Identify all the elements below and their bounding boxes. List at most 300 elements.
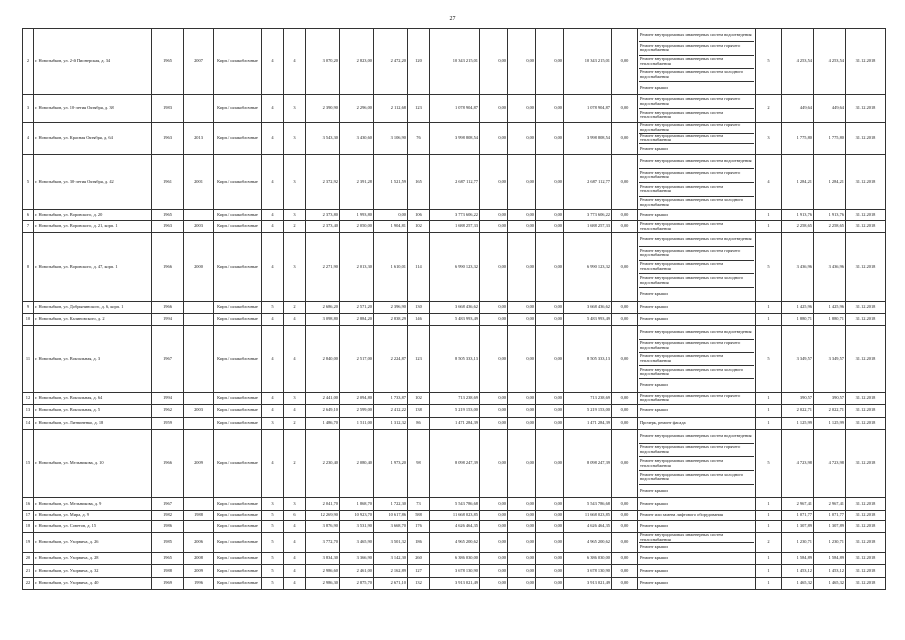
cell-fund-regional: 0,00 [508,314,536,326]
cell-owned-area: 1 610,01 [374,233,408,301]
cell-entrances: 4 [284,521,306,533]
cell-year-built: 1969 [152,577,184,589]
cell-fund-regional: 0,00 [508,326,536,392]
cell-fund-federal: 0,00 [480,552,508,564]
cell-year-renovated: 2013 [184,122,214,154]
cell-year-built: 1967 [152,498,184,510]
cell-owners-funds: 1 078 904,87 [564,95,612,122]
cell-fund-federal: 0,00 [480,392,508,404]
cell-entrances: 4 [284,314,306,326]
cell-row-number: 17 [23,510,34,520]
cell-floors: 5 [262,577,284,589]
cell-fund-regional: 0,00 [508,565,536,577]
cell-year-renovated [184,326,214,392]
cell-max-unit-cost: 1 465,32 [814,577,846,589]
cell-entrances: 4 [284,533,306,552]
cell-works-count: 1 [756,552,782,564]
cell-total-cost: 4 965 200,62 [430,533,480,552]
cell-wall-material: Кирп./ шлакоблочные [214,314,262,326]
cell-row-number: 6 [23,210,34,220]
cell-wall-material: Кирп./ шлакоблочные [214,95,262,122]
cell-unit-cost: 1 584,89 [782,552,814,564]
table-row [23,565,886,577]
cell-unit-cost: 3 436,96 [782,233,814,301]
cell-year-renovated: 2003 [184,405,214,417]
cell-completion-date: 31.12.2018 [846,314,886,326]
cell-year-built: 1965 [152,29,184,95]
cell-fund-federal: 0,00 [480,314,508,326]
cell-total-area: 2 441,00 [306,392,340,404]
cell-year-renovated: 2008 [184,552,214,564]
cell-owned-area: 3 106,90 [374,122,408,154]
cell-completion-date: 31.12.2018 [846,552,886,564]
cell-floors: 4 [262,405,284,417]
work-item: Ремонт внутридомовых инженерных систем горячего водоснабжения [639,95,754,109]
cell-address: г. Новозыбков, ул. Калиновского, д. 2 [34,314,152,326]
cell-address: г. Новозыбков, ул. Вокзальная, д. 5 [34,405,152,417]
cell-fund-federal: 0,00 [480,498,508,510]
cell-works-list [638,417,756,429]
cell-row-number: 11 [23,326,34,392]
cell-entrances: 3 [284,155,306,210]
cell-year-built: 1983 [152,95,184,122]
cell-row-number: 10 [23,314,34,326]
cell-fund-regional: 0,00 [508,29,536,95]
cell-fund-federal: 0,00 [480,510,508,520]
cell-fund-federal: 0,00 [480,210,508,220]
work-item: Ремонт внутридомовых инженерных систем теплоснабжения [639,353,754,366]
cell-unit-cost: 4 253,54 [782,29,814,95]
work-item: Ремонт крыши [640,579,668,585]
cell-year-built: 1982 [152,510,184,520]
cell-wall-material: Кирп./ шлакоблочные [214,122,262,154]
cell-total-area: 2 230,40 [306,429,340,497]
cell-year-built: 1959 [152,417,184,429]
cell-address: г. Новозыбков, ул. Ухорвича, д. 32 [34,565,152,577]
cell-other-funds: 0,00 [612,122,638,154]
cell-unit-cost: 1 775,80 [782,122,814,154]
cell-living-area: 2 461,00 [340,565,374,577]
cell-completion-date: 31.12.2018 [846,417,886,429]
cell-max-unit-cost: 2 967,41 [814,498,846,510]
cell-fund-regional: 0,00 [508,210,536,220]
cell-owned-area: 1 733,87 [374,392,408,404]
cell-total-area: 1 486,70 [306,417,340,429]
cell-max-unit-cost: 1 284,21 [814,155,846,210]
cell-works-list [638,510,756,520]
cell-max-unit-cost: 1 453,12 [814,565,846,577]
table-row [23,521,886,533]
table-row [23,326,886,392]
cell-fund-regional: 0,00 [508,429,536,497]
cell-total-cost: 3 668 436,62 [430,301,480,313]
cell-wall-material: Кирп./ шлакоблочные [214,577,262,589]
cell-owners-funds: 4 965 200,62 [564,533,612,552]
work-item: Ремонт внутридомовых инженерных систем горячего водоснабжения [639,247,754,261]
cell-floors: 4 [262,220,284,232]
cell-other-funds: 0,00 [612,417,638,429]
cell-works-count: 1 [756,405,782,417]
cell-max-unit-cost: 1 125,99 [814,417,846,429]
cell-owners-funds: 3 913 021,49 [564,577,612,589]
cell-row-number: 20 [23,552,34,564]
cell-unit-cost: 1 071,77 [782,510,814,520]
table-row [23,122,886,154]
cell-unit-cost: 2 022,71 [782,405,814,417]
cell-living-area: 2 080,40 [340,429,374,497]
cell-year-built: 1986 [152,521,184,533]
cell-other-funds: 0,00 [612,521,638,533]
work-item: Ремонт внутридомовых инженерных систем горячего водоснабжения [639,123,754,134]
cell-year-renovated [184,392,214,404]
cell-total-cost: 1 078 904,87 [430,95,480,122]
cell-fund-regional: 0,00 [508,498,536,510]
work-item: Ремонт крыши [640,555,668,561]
cell-other-funds: 0,00 [612,301,638,313]
cell-year-built: 1994 [152,314,184,326]
cell-year-renovated: 1988 [184,510,214,520]
cell-residents: 186 [408,533,430,552]
table-row [23,552,886,564]
cell-other-funds: 0,00 [612,29,638,95]
cell-living-area: 2 517,00 [340,326,374,392]
cell-unit-cost: 449,64 [782,95,814,122]
cell-works-list [638,301,756,313]
cell-row-number: 18 [23,521,34,533]
cell-fund-federal: 0,00 [480,521,508,533]
cell-completion-date: 31.12.2018 [846,533,886,552]
cell-works-list [638,405,756,417]
cell-owned-area: 1 904,81 [374,220,408,232]
cell-owners-funds: 3 773 606,22 [564,210,612,220]
cell-owners-funds: 3 998 808,54 [564,122,612,154]
cell-owners-funds: 6 990 123,32 [564,233,612,301]
cell-fund-federal: 0,00 [480,29,508,95]
cell-fund-local: 0,00 [536,122,564,154]
cell-completion-date: 31.12.2018 [846,405,886,417]
cell-total-cost: 10 343 215,01 [430,29,480,95]
cell-year-built: 1985 [152,533,184,552]
cell-address: г. Новозыбков, ул. Ухорвича, д. 26 [34,533,152,552]
cell-works-list [638,29,756,95]
cell-year-renovated [184,301,214,313]
cell-floors: 5 [262,533,284,552]
cell-residents: 102 [408,392,430,404]
cell-living-area: 3 430,60 [340,122,374,154]
cell-owners-funds: 3 678 130,90 [564,565,612,577]
cell-owned-area: 2 838,29 [374,314,408,326]
cell-fund-local: 0,00 [536,233,564,301]
cell-residents: 588 [408,510,430,520]
cell-completion-date: 31.12.2018 [846,220,886,232]
cell-floors: 3 [262,498,284,510]
cell-total-area: 2 986,60 [306,565,340,577]
table-row [23,301,886,313]
work-item: Ремонт внутридомовых инженерных систем водоотведения [639,430,754,444]
cell-fund-local: 0,00 [536,429,564,497]
cell-year-built: 1966 [152,429,184,497]
cell-wall-material: Кирп./ шлакоблочные [214,498,262,510]
cell-unit-cost: 3 349,57 [782,326,814,392]
cell-total-area: 2 390,90 [306,95,340,122]
cell-total-area: 2 840,00 [306,326,340,392]
cell-unit-cost: 2 258,65 [782,220,814,232]
cell-owners-funds: 5 483 993,49 [564,314,612,326]
work-item: Ремонт внутридомовых инженерных систем холодного водоснабжения [639,274,754,288]
cell-owners-funds: 5 219 153,00 [564,405,612,417]
work-item: Ремонт внутридомовых инженерных систем водоотведения [639,326,754,339]
cell-address: г. Новозыбков, ул. Мельникова, д. 9 [34,498,152,510]
cell-fund-local: 0,00 [536,533,564,552]
work-item: Ремонт внутридомовых инженерных систем теплоснабжения [639,134,754,145]
cell-row-number: 5 [23,155,34,210]
cell-works-count: 1 [756,210,782,220]
cell-living-area: 3 465,90 [340,533,374,552]
work-item: Ремонт внутридомовых инженерных систем водоотведения [639,155,754,169]
cell-owners-funds: 3 668 436,62 [564,301,612,313]
cell-floors: 4 [262,326,284,392]
cell-row-number: 13 [23,405,34,417]
cell-other-funds: 0,00 [612,498,638,510]
cell-completion-date: 31.12.2018 [846,233,886,301]
cell-fund-federal: 0,00 [480,326,508,392]
cell-works-count: 1 [756,314,782,326]
cell-owners-funds: 10 343 215,01 [564,29,612,95]
table-row [23,577,886,589]
cell-max-unit-cost: 1 307,89 [814,521,846,533]
cell-other-funds: 0,00 [612,429,638,497]
cell-row-number: 16 [23,498,34,510]
cell-works-list [638,498,756,510]
cell-fund-regional: 0,00 [508,220,536,232]
work-item: Ремонт крыши [640,500,668,506]
cell-year-built: 1963 [152,122,184,154]
work-item: Ремонт крыши [640,290,668,296]
cell-completion-date: 31.12.2018 [846,498,886,510]
cell-owned-area: 2 671,10 [374,577,408,589]
cell-year-renovated: 2003 [184,220,214,232]
cell-entrances: 3 [284,233,306,301]
cell-fund-local: 0,00 [536,326,564,392]
cell-fund-regional: 0,00 [508,510,536,520]
cell-owned-area: 2 224,87 [374,326,408,392]
cell-floors: 4 [262,155,284,210]
work-item: Ремонт внутридомовых инженерных систем холодного водоснабжения [639,471,754,485]
cell-unit-cost: 1 284,21 [782,155,814,210]
cell-floors: 4 [262,233,284,301]
cell-works-list [638,429,756,497]
cell-total-area: 3 543,30 [306,122,340,154]
cell-owners-funds: 1 688 257,33 [564,220,612,232]
cell-works-list [638,95,756,122]
cell-residents: 73 [408,498,430,510]
cell-year-built: 1961 [152,155,184,210]
cell-owners-funds: 4 626 464,35 [564,521,612,533]
cell-year-built: 1966 [152,233,184,301]
work-item: Прочерк, ремонт фасада [640,419,686,425]
cell-address: г. Новозыбков, ул. Литвиненко, д. 18 [34,417,152,429]
cell-address: г. Новозыбков, ул. Воровского, д. 47, корп. 1 [34,233,152,301]
work-item: Ремонт крыши [640,407,668,413]
cell-entrances: 4 [284,29,306,95]
table-row [23,95,886,122]
cell-wall-material: Кирп./ шлакоблочные [214,301,262,313]
cell-unit-cost: 4 723,98 [782,429,814,497]
cell-address: г. Новозыбков, ул. Мира, д. 9 [34,510,152,520]
work-item: Ремонт внутридомовых инженерных систем теплоснабжения [639,261,754,275]
cell-residents: 127 [408,565,430,577]
cell-residents: 165 [408,155,430,210]
work-item: Ремонт внутридомовых инженерных систем горячего водоснабжения [639,444,754,458]
cell-entrances: 4 [284,565,306,577]
cell-fund-local: 0,00 [536,392,564,404]
table-row [23,220,886,232]
cell-row-number: 22 [23,577,34,589]
cell-residents: 86 [408,417,430,429]
cell-row-number: 8 [23,233,34,301]
cell-total-cost: 6 386 030,00 [430,552,480,564]
cell-living-area: 1 511,00 [340,417,374,429]
cell-total-cost: 5 219 153,00 [430,405,480,417]
cell-living-area: 2 013,30 [340,233,374,301]
cell-max-unit-cost: 1 425,96 [814,301,846,313]
cell-other-funds: 0,00 [612,233,638,301]
cell-works-count: 1 [756,220,782,232]
cell-living-area: 3 531,90 [340,521,374,533]
cell-fund-regional: 0,00 [508,155,536,210]
cell-owned-area: 2 472,20 [374,29,408,95]
cell-works-count: 5 [756,29,782,95]
cell-works-list [638,326,756,392]
cell-fund-local: 0,00 [536,510,564,520]
cell-works-count: 5 [756,326,782,392]
table-row [23,533,886,552]
cell-completion-date: 31.12.2018 [846,95,886,122]
cell-other-funds: 0,00 [612,155,638,210]
cell-other-funds: 0,00 [612,314,638,326]
cell-entrances: 3 [284,210,306,220]
work-item: Ремонт внутридомовых инженерных систем холодного водоснабжения [639,69,754,82]
cell-year-built: 1965 [152,552,184,564]
table-row [23,314,886,326]
cell-floors: 4 [262,210,284,220]
cell-fund-local: 0,00 [536,220,564,232]
work-item: Ремонт внутридомовых инженерных систем водоотведения [639,29,754,42]
cell-row-number: 2 [23,29,34,95]
cell-unit-cost: 1 125,99 [782,417,814,429]
cell-fund-local: 0,00 [536,565,564,577]
cell-total-area: 2 041,70 [306,498,340,510]
work-item: Ремонт внутридомовых инженерных систем водоотведения [639,233,754,247]
table-row [23,417,886,429]
cell-living-area: 2 391,28 [340,155,374,210]
cell-fund-federal: 0,00 [480,565,508,577]
table-row [23,429,886,497]
cell-wall-material: Кирп./ шлакоблочные [214,155,262,210]
cell-year-renovated [184,314,214,326]
cell-year-renovated [184,498,214,510]
cell-total-cost: 8 505 333,13 [430,326,480,392]
cell-entrances: 4 [284,552,306,564]
cell-living-area: 1 868,70 [340,498,374,510]
cell-living-area: 2 296,00 [340,95,374,122]
cell-completion-date: 31.12.2018 [846,29,886,95]
cell-row-number: 12 [23,392,34,404]
cell-year-built: 1967 [152,326,184,392]
cell-completion-date: 31.12.2018 [846,122,886,154]
cell-fund-local: 0,00 [536,521,564,533]
cell-other-funds: 0,00 [612,326,638,392]
cell-address: г. Новозыбков, ул. Вокзальная, д. 3 [34,326,152,392]
cell-entrances: 4 [284,577,306,589]
cell-other-funds: 0,00 [612,220,638,232]
table-row [23,392,886,404]
cell-total-area: 2 271,90 [306,233,340,301]
work-item: Ремонт внутридомовых инженерных систем теплоснабжения [639,533,754,543]
cell-row-number: 3 [23,95,34,122]
cell-wall-material: Кирп./ шлакоблочные [214,233,262,301]
cell-owned-area: 1 722,30 [374,498,408,510]
cell-floors: 5 [262,565,284,577]
cell-max-unit-cost: 449,64 [814,95,846,122]
cell-wall-material: Кирп./ шлакоблочные [214,392,262,404]
cell-residents: 130 [408,301,430,313]
cell-address: г. Новозыбков, ул. Красная Октября, д. 64 [34,122,152,154]
work-item: Ремонт внутридомовых инженерных систем горячего водоснабжения [639,169,754,183]
cell-total-area: 3 098,80 [306,314,340,326]
cell-max-unit-cost: 2 022,71 [814,405,846,417]
cell-wall-material: Кирп./ шлакоблочные [214,417,262,429]
cell-year-renovated: 1996 [184,577,214,589]
cell-total-cost: 1 688 257,33 [430,220,480,232]
cell-works-count: 1 [756,392,782,404]
page-number: 27 [449,16,456,22]
cell-year-renovated: 2001 [184,155,214,210]
cell-max-unit-cost: 1 071,77 [814,510,846,520]
cell-residents: 114 [408,233,430,301]
cell-address: г. Новозыбков, ул. Советов, д. 15 [34,521,152,533]
cell-total-cost: 2 687 112,77 [430,155,480,210]
cell-completion-date: 31.12.2018 [846,155,886,210]
work-item: Ремонт внутридомовых инженерных систем теплоснабжения [640,109,724,120]
cell-living-area: 1 993,80 [340,210,374,220]
cell-fund-regional: 0,00 [508,95,536,122]
cell-fund-regional: 0,00 [508,122,536,154]
cell-address: г. Новозыбков, ул. 2-й Пионерская, д. 34 [34,29,152,95]
cell-wall-material: Кирп./ шлакоблочные [214,210,262,220]
cell-fund-local: 0,00 [536,301,564,313]
register-body [23,29,886,590]
cell-residents: 146 [408,314,430,326]
cell-total-area: 2 372,92 [306,155,340,210]
cell-residents: 176 [408,521,430,533]
cell-entrances: 3 [284,498,306,510]
table-row [23,510,886,520]
cell-unit-cost: 1 465,32 [782,577,814,589]
work-item: Ремонт крыши [640,316,668,322]
cell-fund-federal: 0,00 [480,155,508,210]
cell-total-area: 2 373,40 [306,220,340,232]
cell-fund-local: 0,00 [536,577,564,589]
cell-other-funds: 0,00 [612,565,638,577]
cell-works-count: 2 [756,533,782,552]
cell-owners-funds: 1 471 284,39 [564,417,612,429]
cell-floors: 5 [262,552,284,564]
cell-living-area: 2 823,00 [340,29,374,95]
table-row [23,233,886,301]
cell-floors: 4 [262,95,284,122]
cell-fund-regional: 0,00 [508,301,536,313]
